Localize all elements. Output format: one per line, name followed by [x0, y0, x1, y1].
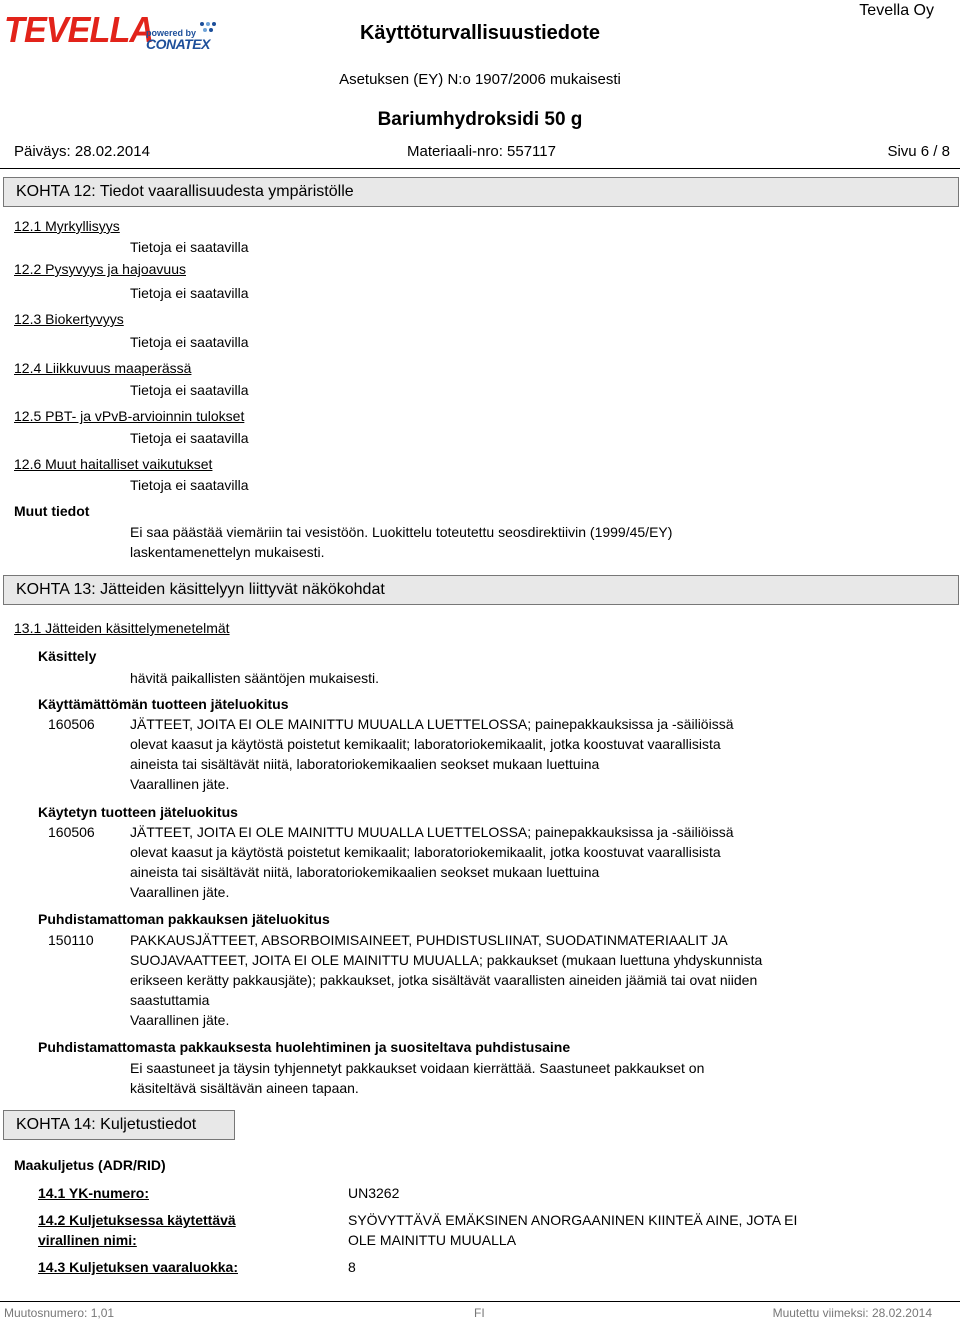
description-line: aineista tai sisältävät niitä, laboratoriokemikaalien seokset mukaan luettuina: [130, 756, 600, 772]
description-line: olevat kaasut ja käytöstä poistetut kemikaalit; laboratoriokemikaalit, jotka koostuvat vaarallisista: [130, 844, 721, 860]
shipping-name-label-line: virallinen nimi:: [38, 1232, 137, 1248]
description-line: SUOJAVAATTEET, JOITA EI OLE MAINITTU MUUALLA; pakkaukset (mukaan luettuna yhdyskunnista: [130, 952, 763, 968]
other-info-line: Ei saa päästää viemäriin tai vesistöön. Luokittelu toteutettu seosdirektiivin (1999/45/EY): [130, 524, 673, 540]
section-12-header: [3, 177, 959, 207]
conatex-logo: CONATEX: [146, 36, 210, 52]
packaging-waste-code: 150110: [48, 932, 94, 948]
footer-modified-date: Muutettu viimeksi: 28.02.2014: [772, 1306, 932, 1320]
unused-waste-label: Käyttämättömän tuotteen jäteluokitus: [38, 696, 289, 712]
description-line: Vaarallinen jäte.: [130, 884, 230, 900]
document-date: Päiväys: 28.02.2014: [14, 143, 150, 160]
subsection-12-1-text: Tietoja ei saatavilla: [130, 239, 249, 255]
description-line: PAKKAUSJÄTTEET, ABSORBOIMISAINEET, PUHDISTUSLIINAT, SUODATINMATERIAALIT JA: [130, 932, 728, 948]
other-info-line: laskentamenettelyn mukaisesti.: [130, 544, 325, 560]
company-name: Tevella Oy: [859, 2, 934, 19]
tevella-logo: TEVELLA: [4, 9, 154, 50]
shipping-name-value-line: SYÖVYTTÄVÄ EMÄKSINEN ANORGAANINEN KIINTEÄ AINE, JOTA EI: [348, 1212, 798, 1228]
land-transport-label: Maakuljetus (ADR/RID): [14, 1157, 166, 1173]
material-number: Materiaali-nro: 557117: [407, 143, 556, 160]
logo-powered-by: powered by: [146, 28, 197, 38]
shipping-name-value-line: OLE MAINITTU MUUALLA: [348, 1232, 517, 1248]
packaging-waste-description: [130, 930, 762, 1030]
shipping-name-label: [38, 1210, 236, 1250]
un-number-value: UN3262: [348, 1185, 400, 1201]
subsection-12-4-heading: 12.4 Liikkuvuus maaperässä: [14, 360, 192, 376]
description-line: saastuttamia: [130, 992, 210, 1008]
handling-label: Käsittely: [38, 648, 97, 664]
subsection-12-6-heading: 12.6 Muut haitalliset vaikutukset: [14, 456, 213, 472]
used-waste-label: Käytetyn tuotteen jäteluokitus: [38, 804, 238, 820]
hazard-class-value: 8: [348, 1259, 356, 1275]
section-14-header: [3, 1110, 235, 1140]
packaging-waste-label: Puhdistamattoman pakkauksen jäteluokitus: [38, 911, 330, 927]
regulation-text: Asetuksen (EY) N:o 1907/2006 mukaisesti: [339, 71, 621, 88]
subsection-12-1-heading: 12.1 Myrkyllisyys: [14, 218, 120, 234]
subsection-12-2-text: Tietoja ei saatavilla: [130, 285, 249, 301]
description-line: erikseen kerätty pakkausjäte); pakkaukset, jotka sisältävät vaarallisten aineiden jäämiä tai ovat niiden: [130, 972, 758, 988]
description-line: Vaarallinen jäte.: [130, 1012, 230, 1028]
subsection-12-6-text: Tietoja ei saatavilla: [130, 477, 249, 493]
document-title: Käyttöturvallisuustiedote: [359, 22, 601, 44]
used-waste-description: [130, 822, 733, 902]
subsection-13-1-heading: 13.1 Jätteiden käsittelymenetelmät: [14, 620, 230, 636]
subsection-12-2-heading: 12.2 Pysyvyys ja hajoavuus: [14, 261, 186, 277]
footer-language: FI: [474, 1306, 485, 1320]
shipping-name-value: [348, 1210, 797, 1250]
section-12-title: KOHTA 12: Tiedot vaarallisuudesta ympäristölle: [16, 183, 354, 200]
footer-revision: Muutosnumero: 1,01: [4, 1306, 115, 1320]
page-number: Sivu 6 / 8: [887, 143, 950, 160]
section-13-title: KOHTA 13: Jätteiden käsittelyyn liittyvät näkökohdat: [16, 581, 385, 598]
packaging-handling-text: [130, 1058, 704, 1098]
other-info-label: Muut tiedot: [14, 503, 90, 519]
description-line: JÄTTEET, JOITA EI OLE MAINITTU MUUALLA LUETTELOSSA; painepakkauksissa ja -säiliöissä: [130, 824, 734, 840]
un-number-label: 14.1 YK-numero:: [38, 1185, 149, 1201]
description-line: käsiteltävä sisältävän aineen tapaan.: [130, 1080, 359, 1096]
description-line: JÄTTEET, JOITA EI OLE MAINITTU MUUALLA LUETTELOSSA; painepakkauksissa ja -säiliöissä: [130, 716, 734, 732]
handling-text: hävitä paikallisten sääntöjen mukaisesti.: [130, 670, 380, 686]
used-waste-code: 160506: [48, 824, 95, 840]
description-line: olevat kaasut ja käytöstä poistetut kemikaalit; laboratoriokemikaalit, jotka koostuvat vaarallisista: [130, 736, 721, 752]
section-13-header: [3, 575, 959, 605]
packaging-handling-label: Puhdistamattomasta pakkauksesta huolehtiminen ja suositeltava puhdistusaine: [38, 1039, 571, 1055]
shipping-name-label-line: 14.2 Kuljetuksessa käytettävä: [38, 1212, 236, 1228]
subsection-12-4-text: Tietoja ei saatavilla: [130, 382, 249, 398]
subsection-12-5-text: Tietoja ei saatavilla: [130, 430, 249, 446]
product-name: Bariumhydroksidi 50 g: [377, 109, 583, 130]
subsection-12-3-text: Tietoja ei saatavilla: [130, 334, 249, 350]
unused-waste-description: [130, 714, 733, 794]
subsection-12-5-heading: 12.5 PBT- ja vPvB-arvioinnin tulokset: [14, 408, 245, 424]
header-divider: [0, 168, 960, 169]
hazard-class-label: 14.3 Kuljetuksen vaaraluokka:: [38, 1259, 238, 1275]
description-line: aineista tai sisältävät niitä, laboratoriokemikaalien seokset mukaan luettuina: [130, 864, 600, 880]
description-line: Vaarallinen jäte.: [130, 776, 230, 792]
footer-divider: [0, 1301, 960, 1302]
section-14-title: KOHTA 14: Kuljetustiedot: [16, 1116, 197, 1133]
subsection-12-3-heading: 12.3 Biokertyvyys: [14, 311, 124, 327]
unused-waste-code: 160506: [48, 716, 95, 732]
description-line: Ei saastuneet ja täysin tyhjennetyt pakkaukset voidaan kierrättää. Saastuneet pakkaukset on: [130, 1060, 705, 1076]
